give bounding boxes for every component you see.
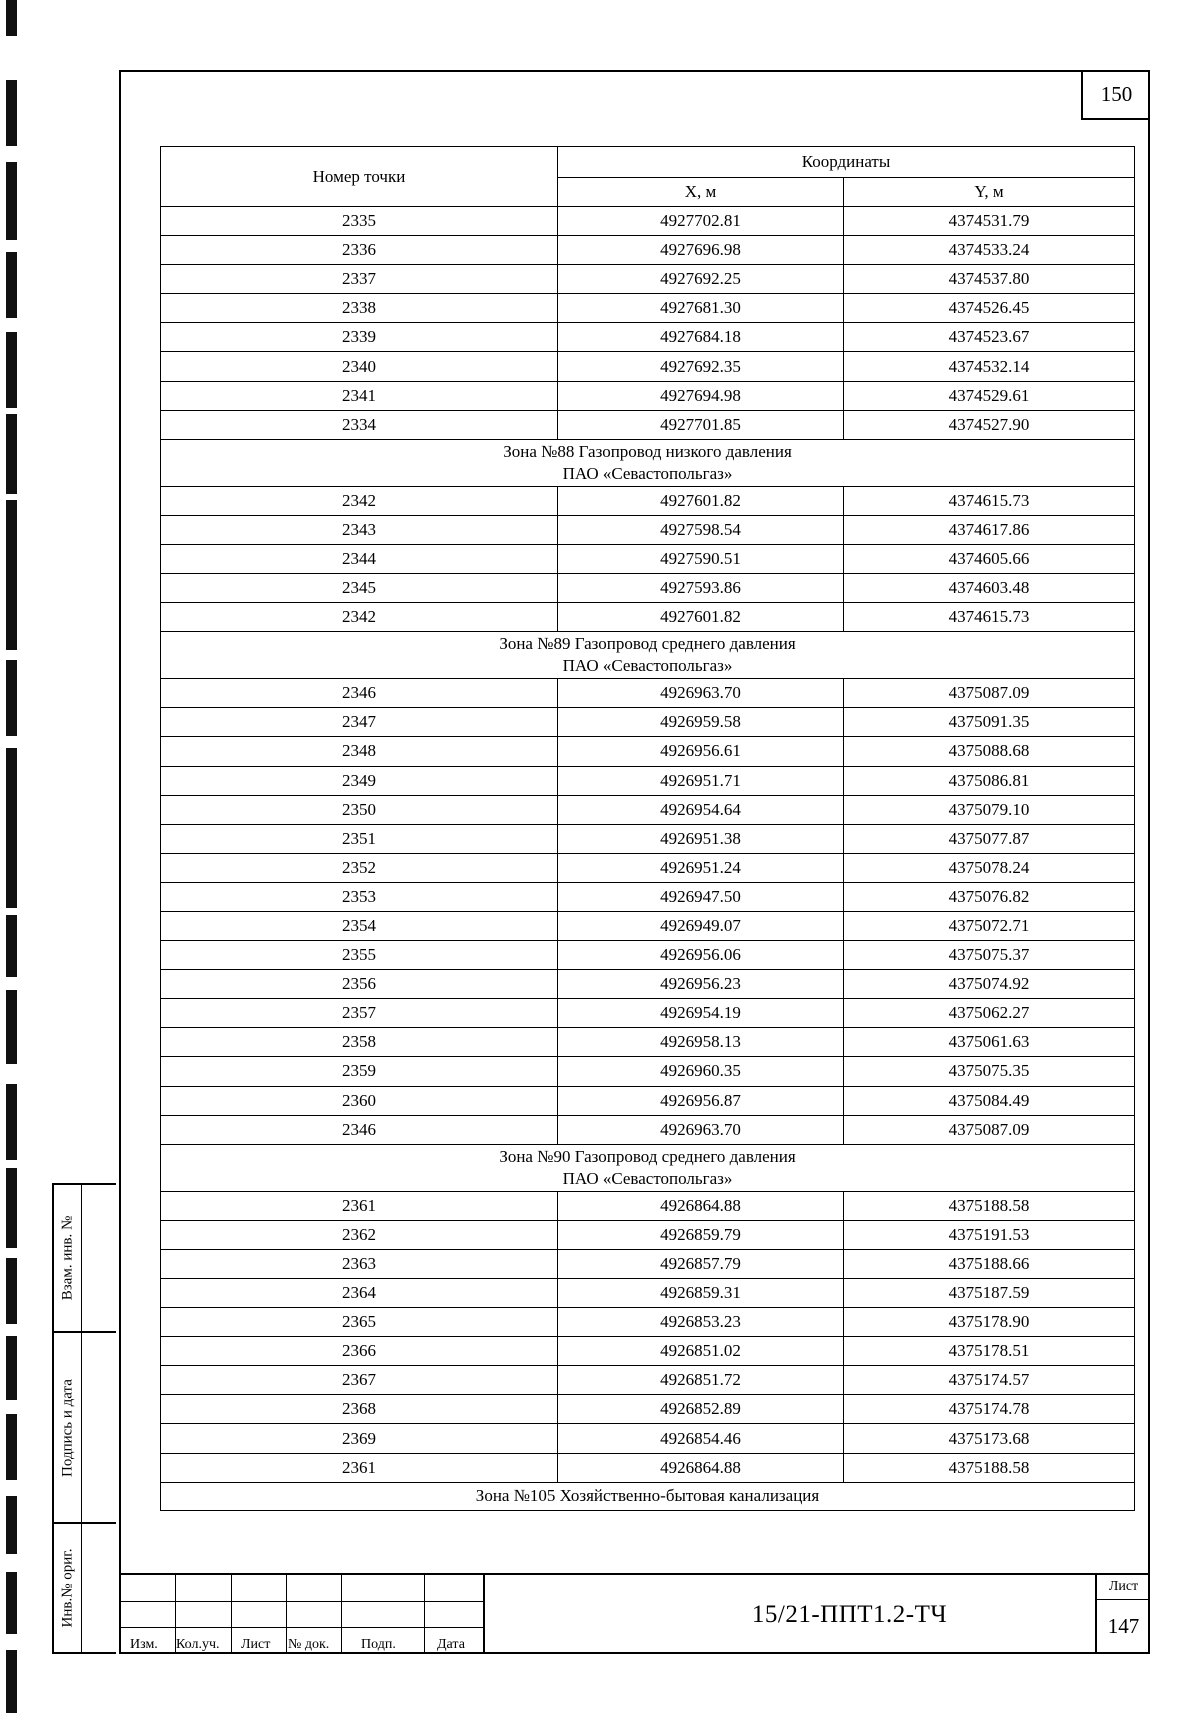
table-row bbox=[161, 544, 1135, 573]
zone-header-row bbox=[161, 632, 1135, 679]
table-row bbox=[161, 1395, 1135, 1424]
table-row bbox=[161, 795, 1135, 824]
point-number-cell: 2361 bbox=[161, 1453, 558, 1482]
y-coordinate-cell: 4375079.10 bbox=[844, 795, 1135, 824]
table-row bbox=[161, 1249, 1135, 1278]
scan-mark bbox=[6, 828, 17, 908]
zone-title-line: Зона №89 Газопровод среднего давления bbox=[499, 634, 796, 654]
scan-mark bbox=[6, 1336, 17, 1400]
x-coordinate-cell: 4927590.51 bbox=[558, 544, 844, 573]
point-number-cell: 2346 bbox=[161, 1115, 558, 1144]
y-coordinate-cell: 4374617.86 bbox=[844, 515, 1135, 544]
y-coordinate-cell: 4375178.51 bbox=[844, 1337, 1135, 1366]
y-coordinate-cell: 4374537.80 bbox=[844, 265, 1135, 294]
scan-mark bbox=[6, 748, 17, 828]
y-coordinate-cell: 4374603.48 bbox=[844, 574, 1135, 603]
sheet-title: Лист bbox=[1097, 1575, 1150, 1600]
zone-title bbox=[161, 439, 1135, 486]
x-coordinate-cell: 4927701.85 bbox=[558, 410, 844, 439]
zone-owner-line: ПАО «Севастопольгаз» bbox=[562, 463, 733, 483]
table-row bbox=[161, 766, 1135, 795]
point-number-cell: 2343 bbox=[161, 515, 558, 544]
stamp-podp: Подп. bbox=[361, 1637, 396, 1652]
point-number-cell: 2364 bbox=[161, 1279, 558, 1308]
x-coordinate-cell: 4927601.82 bbox=[558, 486, 844, 515]
table-row bbox=[161, 323, 1135, 352]
x-coordinate-cell: 4926963.70 bbox=[558, 1115, 844, 1144]
point-number-cell: 2345 bbox=[161, 574, 558, 603]
stamp-data: Дата bbox=[437, 1637, 465, 1652]
point-number-cell: 2355 bbox=[161, 941, 558, 970]
x-coordinate-cell: 4926857.79 bbox=[558, 1249, 844, 1278]
table-row bbox=[161, 999, 1135, 1028]
y-coordinate-cell: 4375188.58 bbox=[844, 1453, 1135, 1482]
table-row bbox=[161, 1028, 1135, 1057]
x-coordinate-cell: 4927593.86 bbox=[558, 574, 844, 603]
y-coordinate-cell: 4375191.53 bbox=[844, 1220, 1135, 1249]
sheet-number: 147 bbox=[1107, 1614, 1140, 1638]
x-coordinate-cell: 4927598.54 bbox=[558, 515, 844, 544]
table-row bbox=[161, 1191, 1135, 1220]
point-number-cell: 2350 bbox=[161, 795, 558, 824]
x-coordinate-cell: 4927681.30 bbox=[558, 294, 844, 323]
x-coordinate-cell: 4926956.06 bbox=[558, 941, 844, 970]
x-coordinate-cell: 4927694.98 bbox=[558, 381, 844, 410]
scan-mark bbox=[6, 915, 17, 977]
table-row bbox=[161, 515, 1135, 544]
zone-owner-line: ПАО «Севастопольгаз» bbox=[562, 1168, 733, 1188]
table-row bbox=[161, 1057, 1135, 1086]
table-row bbox=[161, 574, 1135, 603]
x-coordinate-cell: 4926954.64 bbox=[558, 795, 844, 824]
y-coordinate-cell: 4375174.57 bbox=[844, 1366, 1135, 1395]
y-coordinate-cell: 4375086.81 bbox=[844, 766, 1135, 795]
point-number-cell: 2365 bbox=[161, 1308, 558, 1337]
zone-header-row bbox=[161, 1144, 1135, 1191]
point-number-cell: 2353 bbox=[161, 882, 558, 911]
x-coordinate-cell: 4926854.46 bbox=[558, 1424, 844, 1453]
x-coordinate-cell: 4927692.35 bbox=[558, 352, 844, 381]
y-coordinate-cell: 4375075.35 bbox=[844, 1057, 1135, 1086]
scan-mark bbox=[6, 990, 17, 1064]
side-stamp-vzam bbox=[52, 1183, 116, 1333]
x-coordinate-cell: 4926951.24 bbox=[558, 853, 844, 882]
side-label-inv: Инв.№ ориг. bbox=[59, 1548, 75, 1628]
scan-mark bbox=[6, 1496, 17, 1554]
y-coordinate-cell: 4375174.78 bbox=[844, 1395, 1135, 1424]
x-coordinate-cell: 4926959.58 bbox=[558, 708, 844, 737]
header-point: Номер точки bbox=[161, 147, 558, 207]
y-coordinate-cell: 4375188.66 bbox=[844, 1249, 1135, 1278]
x-coordinate-cell: 4926954.19 bbox=[558, 999, 844, 1028]
point-number-cell: 2348 bbox=[161, 737, 558, 766]
y-coordinate-cell: 4374605.66 bbox=[844, 544, 1135, 573]
point-number-cell: 2342 bbox=[161, 486, 558, 515]
stamp-list: Лист bbox=[241, 1637, 271, 1652]
top-page-number: 150 bbox=[1081, 70, 1150, 120]
stamp-kol: Кол.уч. bbox=[176, 1637, 220, 1652]
zone-owner-line: ПАО «Севастопольгаз» bbox=[562, 656, 733, 676]
table-row bbox=[161, 1366, 1135, 1395]
scan-mark bbox=[6, 1258, 17, 1324]
y-coordinate-cell: 4375061.63 bbox=[844, 1028, 1135, 1057]
y-coordinate-cell: 4375178.90 bbox=[844, 1308, 1135, 1337]
point-number-cell: 2338 bbox=[161, 294, 558, 323]
table-row bbox=[161, 911, 1135, 940]
y-coordinate-cell: 4375084.49 bbox=[844, 1086, 1135, 1115]
zone-header-row bbox=[161, 1482, 1135, 1510]
table-row bbox=[161, 236, 1135, 265]
point-number-cell: 2352 bbox=[161, 853, 558, 882]
header-coordinates: Координаты bbox=[558, 147, 1135, 178]
zone-title-line: Зона №90 Газопровод среднего давления bbox=[499, 1146, 796, 1166]
scan-mark bbox=[6, 1168, 17, 1248]
point-number-cell: 2342 bbox=[161, 603, 558, 632]
point-number-cell: 2337 bbox=[161, 265, 558, 294]
y-coordinate-cell: 4375188.58 bbox=[844, 1191, 1135, 1220]
table-row bbox=[161, 970, 1135, 999]
table-row bbox=[161, 352, 1135, 381]
y-coordinate-cell: 4375078.24 bbox=[844, 853, 1135, 882]
point-number-cell: 2344 bbox=[161, 544, 558, 573]
x-coordinate-cell: 4926956.87 bbox=[558, 1086, 844, 1115]
title-block bbox=[119, 1573, 1150, 1654]
table-row bbox=[161, 824, 1135, 853]
table-row bbox=[161, 941, 1135, 970]
y-coordinate-cell: 4375072.71 bbox=[844, 911, 1135, 940]
point-number-cell: 2339 bbox=[161, 323, 558, 352]
zone-title-line: Зона №105 Хозяйственно-бытовая канализация bbox=[475, 1486, 820, 1506]
scan-mark bbox=[6, 584, 17, 650]
scan-mark bbox=[6, 0, 17, 36]
table-row bbox=[161, 1337, 1135, 1366]
point-number-cell: 2346 bbox=[161, 679, 558, 708]
point-number-cell: 2349 bbox=[161, 766, 558, 795]
table-row bbox=[161, 1279, 1135, 1308]
table-row bbox=[161, 882, 1135, 911]
side-label-podpis: Подпись и дата bbox=[59, 1378, 75, 1477]
point-number-cell: 2358 bbox=[161, 1028, 558, 1057]
scan-mark bbox=[6, 414, 17, 494]
x-coordinate-cell: 4926956.61 bbox=[558, 737, 844, 766]
table-row bbox=[161, 1453, 1135, 1482]
y-coordinate-cell: 4374615.73 bbox=[844, 603, 1135, 632]
point-number-cell: 2341 bbox=[161, 381, 558, 410]
y-coordinate-cell: 4375173.68 bbox=[844, 1424, 1135, 1453]
point-number-cell: 2354 bbox=[161, 911, 558, 940]
y-coordinate-cell: 4375062.27 bbox=[844, 999, 1135, 1028]
scan-mark bbox=[6, 1650, 17, 1713]
x-coordinate-cell: 4926859.79 bbox=[558, 1220, 844, 1249]
y-coordinate-cell: 4375076.82 bbox=[844, 882, 1135, 911]
x-coordinate-cell: 4926951.38 bbox=[558, 824, 844, 853]
header-y: Y, м bbox=[844, 178, 1135, 207]
point-number-cell: 2362 bbox=[161, 1220, 558, 1249]
table-body bbox=[161, 207, 1135, 1511]
x-coordinate-cell: 4926852.89 bbox=[558, 1395, 844, 1424]
scan-mark bbox=[6, 660, 17, 736]
x-coordinate-cell: 4926853.23 bbox=[558, 1308, 844, 1337]
table-row bbox=[161, 1424, 1135, 1453]
zone-title bbox=[161, 632, 1135, 679]
x-coordinate-cell: 4926951.71 bbox=[558, 766, 844, 795]
table-row bbox=[161, 737, 1135, 766]
side-stamp-inv bbox=[52, 1522, 116, 1654]
x-coordinate-cell: 4927692.25 bbox=[558, 265, 844, 294]
table-row bbox=[161, 708, 1135, 737]
point-number-cell: 2335 bbox=[161, 207, 558, 236]
scan-mark bbox=[6, 1084, 17, 1160]
x-coordinate-cell: 4927684.18 bbox=[558, 323, 844, 352]
x-coordinate-cell: 4926947.50 bbox=[558, 882, 844, 911]
y-coordinate-cell: 4374533.24 bbox=[844, 236, 1135, 265]
y-coordinate-cell: 4375091.35 bbox=[844, 708, 1135, 737]
table-row bbox=[161, 1220, 1135, 1249]
scan-mark bbox=[6, 80, 17, 146]
table-row bbox=[161, 381, 1135, 410]
table-row bbox=[161, 1115, 1135, 1144]
point-number-cell: 2367 bbox=[161, 1366, 558, 1395]
point-number-cell: 2347 bbox=[161, 708, 558, 737]
y-coordinate-cell: 4375087.09 bbox=[844, 1115, 1135, 1144]
table-row bbox=[161, 294, 1135, 323]
y-coordinate-cell: 4374529.61 bbox=[844, 381, 1135, 410]
y-coordinate-cell: 4374532.14 bbox=[844, 352, 1135, 381]
point-number-cell: 2359 bbox=[161, 1057, 558, 1086]
table-row bbox=[161, 265, 1135, 294]
y-coordinate-cell: 4375074.92 bbox=[844, 970, 1135, 999]
stamp-izm: Изм. bbox=[130, 1637, 158, 1652]
sheet-box bbox=[1095, 1575, 1150, 1654]
x-coordinate-cell: 4927601.82 bbox=[558, 603, 844, 632]
point-number-cell: 2360 bbox=[161, 1086, 558, 1115]
coordinates-table bbox=[160, 146, 1135, 1511]
point-number-cell: 2340 bbox=[161, 352, 558, 381]
x-coordinate-cell: 4926851.02 bbox=[558, 1337, 844, 1366]
zone-title bbox=[161, 1482, 1135, 1510]
scan-mark bbox=[6, 162, 17, 240]
y-coordinate-cell: 4375187.59 bbox=[844, 1279, 1135, 1308]
point-number-cell: 2336 bbox=[161, 236, 558, 265]
table-row bbox=[161, 1086, 1135, 1115]
zone-header-row bbox=[161, 439, 1135, 486]
zone-title-line: Зона №88 Газопровод низкого давления bbox=[503, 441, 792, 461]
point-number-cell: 2363 bbox=[161, 1249, 558, 1278]
table-row bbox=[161, 486, 1135, 515]
y-coordinate-cell: 4374523.67 bbox=[844, 323, 1135, 352]
table-row bbox=[161, 853, 1135, 882]
scan-mark bbox=[6, 500, 17, 584]
x-coordinate-cell: 4927696.98 bbox=[558, 236, 844, 265]
side-stamp-podpis bbox=[52, 1331, 116, 1524]
x-coordinate-cell: 4926949.07 bbox=[558, 911, 844, 940]
x-coordinate-cell: 4926851.72 bbox=[558, 1366, 844, 1395]
table-row bbox=[161, 603, 1135, 632]
table-row bbox=[161, 679, 1135, 708]
y-coordinate-cell: 4375075.37 bbox=[844, 941, 1135, 970]
x-coordinate-cell: 4926956.23 bbox=[558, 970, 844, 999]
point-number-cell: 2366 bbox=[161, 1337, 558, 1366]
y-coordinate-cell: 4374531.79 bbox=[844, 207, 1135, 236]
point-number-cell: 2368 bbox=[161, 1395, 558, 1424]
point-number-cell: 2361 bbox=[161, 1191, 558, 1220]
y-coordinate-cell: 4375088.68 bbox=[844, 737, 1135, 766]
x-coordinate-cell: 4926864.88 bbox=[558, 1191, 844, 1220]
y-coordinate-cell: 4374615.73 bbox=[844, 486, 1135, 515]
x-coordinate-cell: 4926859.31 bbox=[558, 1279, 844, 1308]
scan-mark bbox=[6, 332, 17, 408]
x-coordinate-cell: 4926960.35 bbox=[558, 1057, 844, 1086]
table-row bbox=[161, 410, 1135, 439]
scan-mark bbox=[6, 1414, 17, 1480]
point-number-cell: 2334 bbox=[161, 410, 558, 439]
scan-mark bbox=[6, 1572, 17, 1634]
scan-mark bbox=[6, 252, 17, 318]
point-number-cell: 2356 bbox=[161, 970, 558, 999]
point-number-cell: 2351 bbox=[161, 824, 558, 853]
x-coordinate-cell: 4926958.13 bbox=[558, 1028, 844, 1057]
table-row bbox=[161, 1308, 1135, 1337]
y-coordinate-cell: 4375087.09 bbox=[844, 679, 1135, 708]
point-number-cell: 2369 bbox=[161, 1424, 558, 1453]
y-coordinate-cell: 4375077.87 bbox=[844, 824, 1135, 853]
x-coordinate-cell: 4927702.81 bbox=[558, 207, 844, 236]
document-code: 15/21-ППТ1.2-ТЧ bbox=[483, 1575, 1200, 1654]
side-label-vzam: Взам. инв. № bbox=[59, 1215, 75, 1301]
x-coordinate-cell: 4926864.88 bbox=[558, 1453, 844, 1482]
y-coordinate-cell: 4374526.45 bbox=[844, 294, 1135, 323]
table-row bbox=[161, 207, 1135, 236]
y-coordinate-cell: 4374527.90 bbox=[844, 410, 1135, 439]
stamp-ndok: № док. bbox=[288, 1637, 330, 1652]
header-x: X, м bbox=[558, 178, 844, 207]
zone-title bbox=[161, 1144, 1135, 1191]
point-number-cell: 2357 bbox=[161, 999, 558, 1028]
x-coordinate-cell: 4926963.70 bbox=[558, 679, 844, 708]
